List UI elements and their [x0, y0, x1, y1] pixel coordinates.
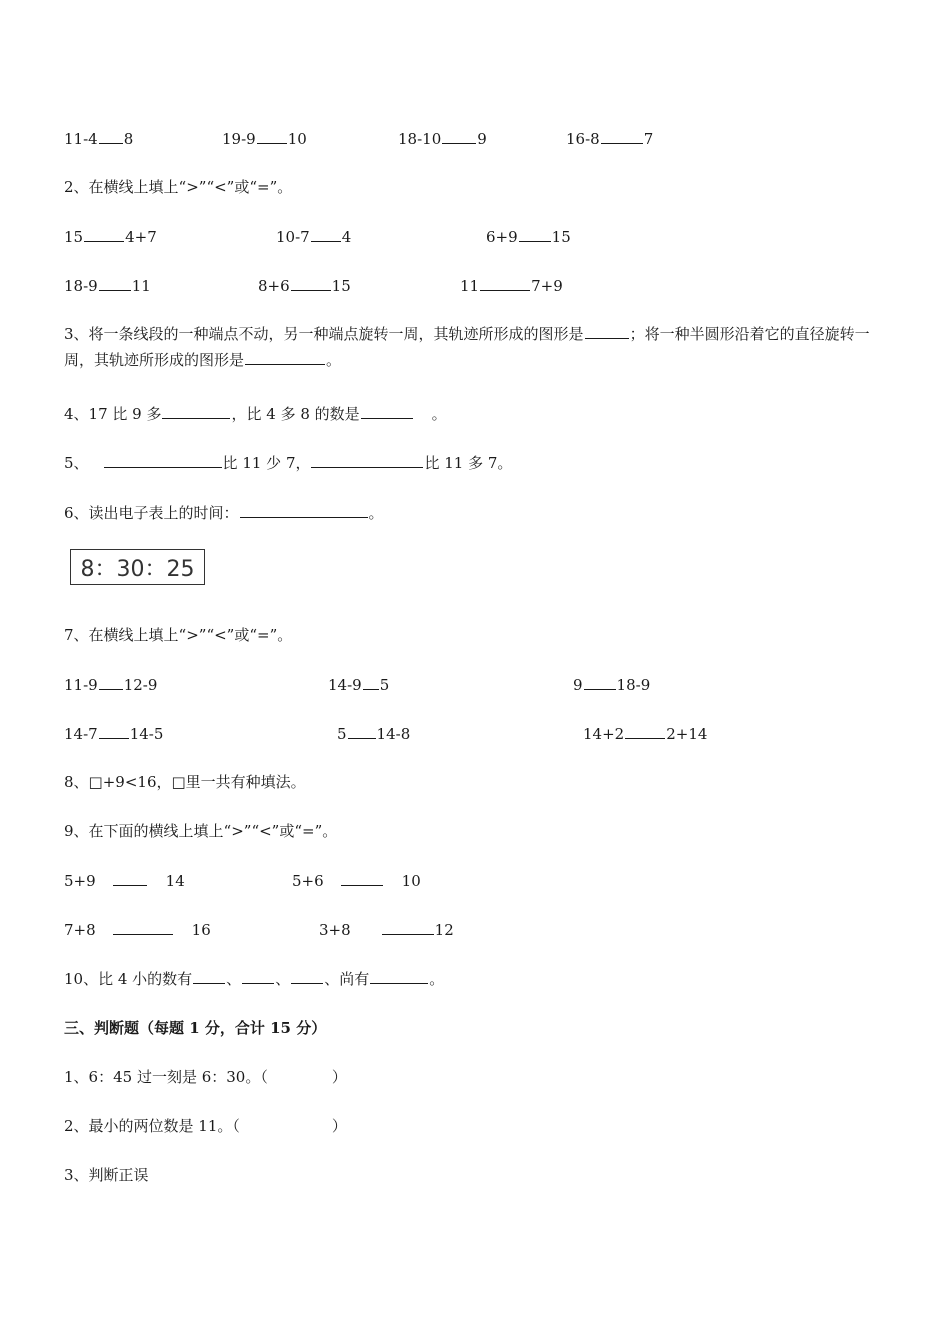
j1-text-b: ） [331, 1068, 347, 1086]
answer-blank[interactable] [113, 920, 173, 935]
answer-blank[interactable] [104, 453, 222, 468]
q7-expr-6 [583, 724, 707, 744]
q7-expr-5 [337, 724, 410, 744]
answer-blank[interactable] [84, 227, 124, 242]
expr-right: 18-9 [616, 676, 651, 694]
q7-expr-4 [64, 724, 163, 744]
expr-right: 16 [191, 921, 211, 939]
q10-text-a: 10、比 4 小的数有 [64, 970, 193, 988]
expr-right: 4 [341, 228, 352, 246]
answer-blank[interactable] [584, 675, 616, 690]
q7-expr-2 [328, 675, 389, 695]
answer-blank[interactable] [625, 724, 665, 739]
expr-right: 10 [287, 130, 307, 148]
expr-right: 2+14 [666, 725, 708, 743]
q4-text-b: ，比 4 多 8 的数是 [231, 405, 360, 423]
expr-right: 12 [434, 921, 454, 939]
expr-left: 11-4 [64, 130, 98, 148]
expr-right: 7 [643, 130, 654, 148]
section-3-heading: 三、判断题（每题 1 分，合计 15 分） [64, 1019, 327, 1037]
expr-left: 14-7 [64, 725, 98, 743]
answer-blank[interactable] [361, 404, 413, 419]
expr-left: 3+8 [319, 921, 351, 939]
q9-expr-2 [292, 871, 421, 891]
answer-blank[interactable] [382, 920, 434, 935]
expr-left: 7+8 [64, 921, 96, 939]
q3-text-c: 。 [326, 351, 342, 369]
expr-left: 14+2 [583, 725, 625, 743]
q5-text-b: 比 11 少 7， [222, 454, 311, 472]
expr-right: 9 [477, 130, 487, 148]
j2-text-a: 2、最小的两位数是 11。（ [64, 1117, 240, 1135]
answer-blank[interactable] [348, 724, 376, 739]
answer-blank[interactable] [291, 276, 331, 291]
q9-expr-1 [64, 871, 185, 891]
expr-left: 6+9 [486, 228, 518, 246]
answer-blank[interactable] [311, 227, 341, 242]
question-4 [64, 404, 447, 424]
expr-row1-c [398, 129, 487, 149]
judgement-3: 3、判断正误 [64, 1166, 149, 1184]
expr-left: 19-9 [222, 130, 256, 148]
expr-right: 14 [165, 872, 185, 890]
expr-left: 18-10 [398, 130, 442, 148]
answer-blank[interactable] [311, 453, 423, 468]
question-10 [64, 969, 444, 989]
q6-text-a: 6、读出电子表上的时间： [64, 504, 239, 522]
separator: 、 [275, 970, 291, 988]
answer-blank[interactable] [442, 129, 476, 144]
q4-text-c: 。 [431, 405, 447, 423]
question-2-title: 2、在横线上填上“>”“<”或“=”。 [64, 178, 293, 196]
judgement-2 [64, 1116, 347, 1136]
q5-text-a: 5、 [64, 454, 89, 472]
q2-expr-6 [460, 276, 563, 296]
expr-row1-d [566, 129, 653, 149]
expr-right: 11 [131, 277, 151, 295]
answer-blank[interactable] [370, 969, 428, 984]
question-9-title: 9、在下面的横线上填上“>”“<”或“=”。 [64, 822, 338, 840]
expr-right: 15 [551, 228, 571, 246]
expr-right: 7+9 [531, 277, 563, 295]
q10-text-c: 。 [429, 970, 445, 988]
q2-expr-2 [276, 227, 351, 247]
expr-row1-b [222, 129, 307, 149]
expr-right: 14-8 [376, 725, 411, 743]
j1-text-a: 1、6：45 过一刻是 6：30。（ [64, 1068, 268, 1086]
answer-blank[interactable] [99, 276, 131, 291]
answer-blank[interactable] [242, 969, 274, 984]
expr-left: 18-9 [64, 277, 98, 295]
q2-expr-5 [258, 276, 351, 296]
answer-blank[interactable] [240, 503, 368, 518]
expr-left: 11 [460, 277, 480, 295]
answer-blank[interactable] [363, 675, 379, 690]
answer-blank[interactable] [480, 276, 530, 291]
q4-text-a: 4、17 比 9 多 [64, 405, 162, 423]
answer-blank[interactable] [162, 404, 230, 419]
answer-blank[interactable] [193, 969, 225, 984]
expr-left: 14-9 [328, 676, 362, 694]
expr-right: 4+7 [125, 228, 157, 246]
q6-text-b: 。 [368, 504, 384, 522]
q5-text-c: 比 11 多 7。 [424, 454, 513, 472]
answer-blank[interactable] [341, 871, 383, 886]
expr-left: 15 [64, 228, 84, 246]
expr-left: 10-7 [276, 228, 310, 246]
clock-time: 8：30：25 [80, 556, 195, 582]
answer-blank[interactable] [113, 871, 147, 886]
q2-expr-4 [64, 276, 151, 296]
question-8: 8、□+9<16，□里一共有种填法。 [64, 773, 306, 791]
expr-left: 9 [573, 676, 583, 694]
expr-right: 5 [379, 676, 390, 694]
question-6 [64, 503, 384, 523]
expr-right: 8 [123, 130, 134, 148]
j2-text-b: ） [331, 1117, 347, 1135]
answer-blank[interactable] [257, 129, 287, 144]
answer-blank[interactable] [601, 129, 643, 144]
q9-expr-4 [319, 920, 454, 940]
answer-blank[interactable] [585, 324, 629, 339]
q9-expr-3 [64, 920, 211, 940]
question-5 [64, 453, 512, 473]
separator: 、 [226, 970, 242, 988]
answer-blank[interactable] [519, 227, 551, 242]
expr-left: 8+6 [258, 277, 290, 295]
expr-left: 16-8 [566, 130, 600, 148]
expr-right: 15 [331, 277, 351, 295]
expr-right: 14-5 [129, 725, 164, 743]
expr-right: 12-9 [123, 676, 158, 694]
expr-left: 5+9 [64, 872, 96, 890]
q10-text-b: 、尚有 [324, 970, 370, 988]
question-3 [64, 321, 894, 373]
answer-blank[interactable] [245, 350, 325, 365]
answer-blank[interactable] [99, 724, 129, 739]
expr-row1-a [64, 129, 133, 149]
answer-blank[interactable] [291, 969, 323, 984]
answer-blank[interactable] [99, 129, 123, 144]
expr-left: 5+6 [292, 872, 324, 890]
q3-text-a: 3、将一条线段的一种端点不动，另一种端点旋转一周，其轨迹所形成的图形是 [64, 325, 584, 343]
digital-clock-display [70, 549, 205, 585]
q7-expr-3 [573, 675, 650, 695]
q2-expr-1 [64, 227, 157, 247]
question-7-title: 7、在横线上填上“>”“<”或“=”。 [64, 626, 293, 644]
judgement-1 [64, 1067, 347, 1087]
q2-expr-3 [486, 227, 571, 247]
q3-text-b: ；将一种半圆形沿着它的直径旋转一周，其轨迹所形成的图形是 [64, 325, 870, 369]
expr-left: 11-9 [64, 676, 98, 694]
expr-right: 10 [401, 872, 421, 890]
answer-blank[interactable] [99, 675, 123, 690]
q7-expr-1 [64, 675, 157, 695]
expr-left: 5 [337, 725, 347, 743]
